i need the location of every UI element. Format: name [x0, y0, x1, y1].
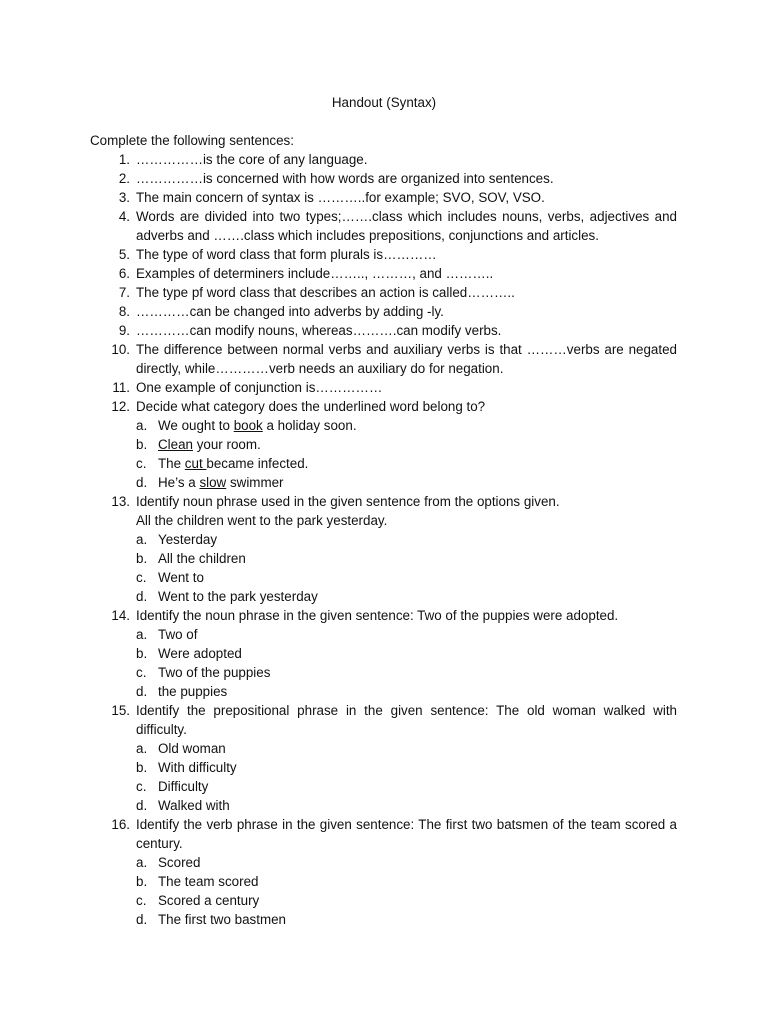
option-13d: [136, 587, 768, 606]
question-13: [111, 492, 677, 530]
option-text: Went to the park yesterday: [158, 589, 318, 604]
option-12c: [136, 454, 768, 473]
option-text: Two of the puppies: [158, 665, 271, 680]
question-text: Examples of determiners include…….., ………, and ………..: [136, 266, 494, 281]
option-letter: d.: [136, 912, 148, 927]
question-14: [111, 606, 677, 625]
question-number: 2.: [118, 171, 130, 186]
underlined-word: slow: [199, 475, 227, 490]
option-15c: [136, 777, 768, 796]
option-letter: c.: [136, 779, 147, 794]
question-text: The type pf word class that describes an action is called………..: [136, 285, 515, 300]
question-number: 1.: [118, 152, 130, 167]
option-14c: [136, 663, 768, 682]
question-list: [0, 150, 768, 929]
question-number: 8.: [118, 304, 130, 319]
question-number: 7.: [118, 285, 130, 300]
option-letter: b.: [136, 874, 148, 889]
question-number: 13.: [111, 494, 130, 509]
option-letter: b.: [136, 760, 148, 775]
option-letter: c.: [136, 570, 147, 585]
option-letter: d.: [136, 475, 148, 490]
question-number: 5.: [118, 247, 130, 262]
option-letter: a.: [136, 418, 148, 433]
option-13c: [136, 568, 768, 587]
option-text-pre: We ought to: [158, 418, 234, 433]
question-number: 15.: [111, 703, 130, 718]
option-letter: d.: [136, 798, 148, 813]
option-text: Scored a century: [158, 893, 260, 908]
question-text: Identify the verb phrase in the given sentence: The first two batsmen of the team scored a century.: [136, 817, 677, 851]
option-letter: d.: [136, 589, 148, 604]
question-5: [118, 245, 677, 264]
question-1: [118, 150, 677, 169]
option-text: Difficulty: [158, 779, 209, 794]
option-text: the puppies: [158, 684, 228, 699]
option-text: The team scored: [158, 874, 259, 889]
option-text: Yesterday: [158, 532, 218, 547]
question-number: 14.: [111, 608, 130, 623]
option-text-pre: The: [158, 456, 185, 471]
option-12b: [136, 435, 768, 454]
question-text: …………can modify nouns, whereas……….can modify verbs.: [136, 323, 502, 338]
question-text: The main concern of syntax is ………..for example; SVO, SOV, VSO.: [136, 190, 545, 205]
underlined-word: Clean: [158, 437, 193, 452]
option-text: Were adopted: [158, 646, 242, 661]
option-15b: [136, 758, 768, 777]
question-15: [111, 701, 677, 739]
question-text: Identify the noun phrase in the given sentence: Two of the puppies were adopted.: [136, 608, 619, 623]
option-text: With difficulty: [158, 760, 237, 775]
option-letter: b.: [136, 551, 148, 566]
question-11: [112, 378, 677, 397]
question-3: [118, 188, 677, 207]
option-text-post: a holiday soon.: [262, 418, 357, 433]
underlined-word: cut: [184, 456, 207, 471]
option-letter: a.: [136, 532, 148, 547]
option-14a: [136, 625, 768, 644]
question-text: …………can be changed into adverbs by adding -ly.: [136, 304, 444, 319]
option-13a: [136, 530, 768, 549]
question-10: [111, 340, 677, 378]
option-13b: [136, 549, 768, 568]
question-text: Identify noun phrase used in the given sentence from the options given.: [136, 494, 560, 509]
option-letter: b.: [136, 437, 148, 452]
option-letter: a.: [136, 855, 148, 870]
option-text: Two of: [158, 627, 198, 642]
question-12: [111, 397, 677, 416]
question-2: [118, 169, 677, 188]
question-8: [118, 302, 677, 321]
question-7: [118, 283, 677, 302]
option-text-post: swimmer: [226, 475, 284, 490]
option-16a: [136, 853, 768, 872]
option-text: The first two bastmen: [158, 912, 287, 927]
question-text: Identify the prepositional phrase in the given sentence: The old woman walked with difficulty.: [136, 703, 677, 737]
question-9: [118, 321, 677, 340]
question-text: One example of conjunction is……………: [136, 380, 383, 395]
option-letter: c.: [136, 456, 147, 471]
option-letter: d.: [136, 684, 148, 699]
question-text: Decide what category does the underlined word belong to?: [136, 399, 486, 414]
option-14b: [136, 644, 768, 663]
option-16d: [136, 910, 768, 929]
question-number: 12.: [111, 399, 130, 414]
option-text: All the children: [158, 551, 246, 566]
underlined-word: book: [233, 418, 263, 433]
question-4: [118, 207, 677, 245]
option-text: Walked with: [158, 798, 230, 813]
question-number: 16.: [111, 817, 130, 832]
option-12a: [136, 416, 768, 435]
option-letter: a.: [136, 741, 148, 756]
question-text: Words are divided into two types;…….class which includes nouns, verbs, adjectives and adverbs and …….class which includes prepositions, conjunctions and articles.: [136, 209, 677, 243]
option-text: Went to: [158, 570, 204, 585]
question-number: 9.: [118, 323, 130, 338]
option-letter: a.: [136, 627, 148, 642]
option-text: Old woman: [158, 741, 226, 756]
option-12d: [136, 473, 768, 492]
option-letter: c.: [136, 665, 147, 680]
question-sentence: All the children went to the park yesterday.: [136, 513, 388, 528]
question-number: 3.: [118, 190, 130, 205]
question-number: 6.: [118, 266, 130, 281]
option-15d: [136, 796, 768, 815]
option-text-pre: He’s a: [158, 475, 200, 490]
option-14d: [136, 682, 768, 701]
option-letter: c.: [136, 893, 147, 908]
option-text: Scored: [158, 855, 201, 870]
option-16b: [136, 872, 768, 891]
question-text: ……………is the core of any language.: [136, 152, 368, 167]
question-text: The type of word class that form plurals is…………: [136, 247, 437, 262]
option-text-post: your room.: [193, 437, 261, 452]
option-16c: [136, 891, 768, 910]
question-number: 10.: [111, 342, 130, 357]
option-15a: [136, 739, 768, 758]
question-text: The difference between normal verbs and auxiliary verbs is that ………verbs are negated directly, while…………verb needs an auxiliary do for negation.: [136, 342, 677, 376]
option-letter: b.: [136, 646, 148, 661]
option-text-post: became infected.: [206, 456, 309, 471]
question-16: [111, 815, 677, 853]
instructions: Complete the following sentences:: [90, 133, 294, 148]
question-text: ……………is concerned with how words are organized into sentences.: [136, 171, 554, 186]
page-title: Handout (Syntax): [331, 95, 437, 110]
question-6: [118, 264, 677, 283]
question-number: 11.: [112, 380, 130, 395]
question-number: 4.: [118, 209, 130, 224]
